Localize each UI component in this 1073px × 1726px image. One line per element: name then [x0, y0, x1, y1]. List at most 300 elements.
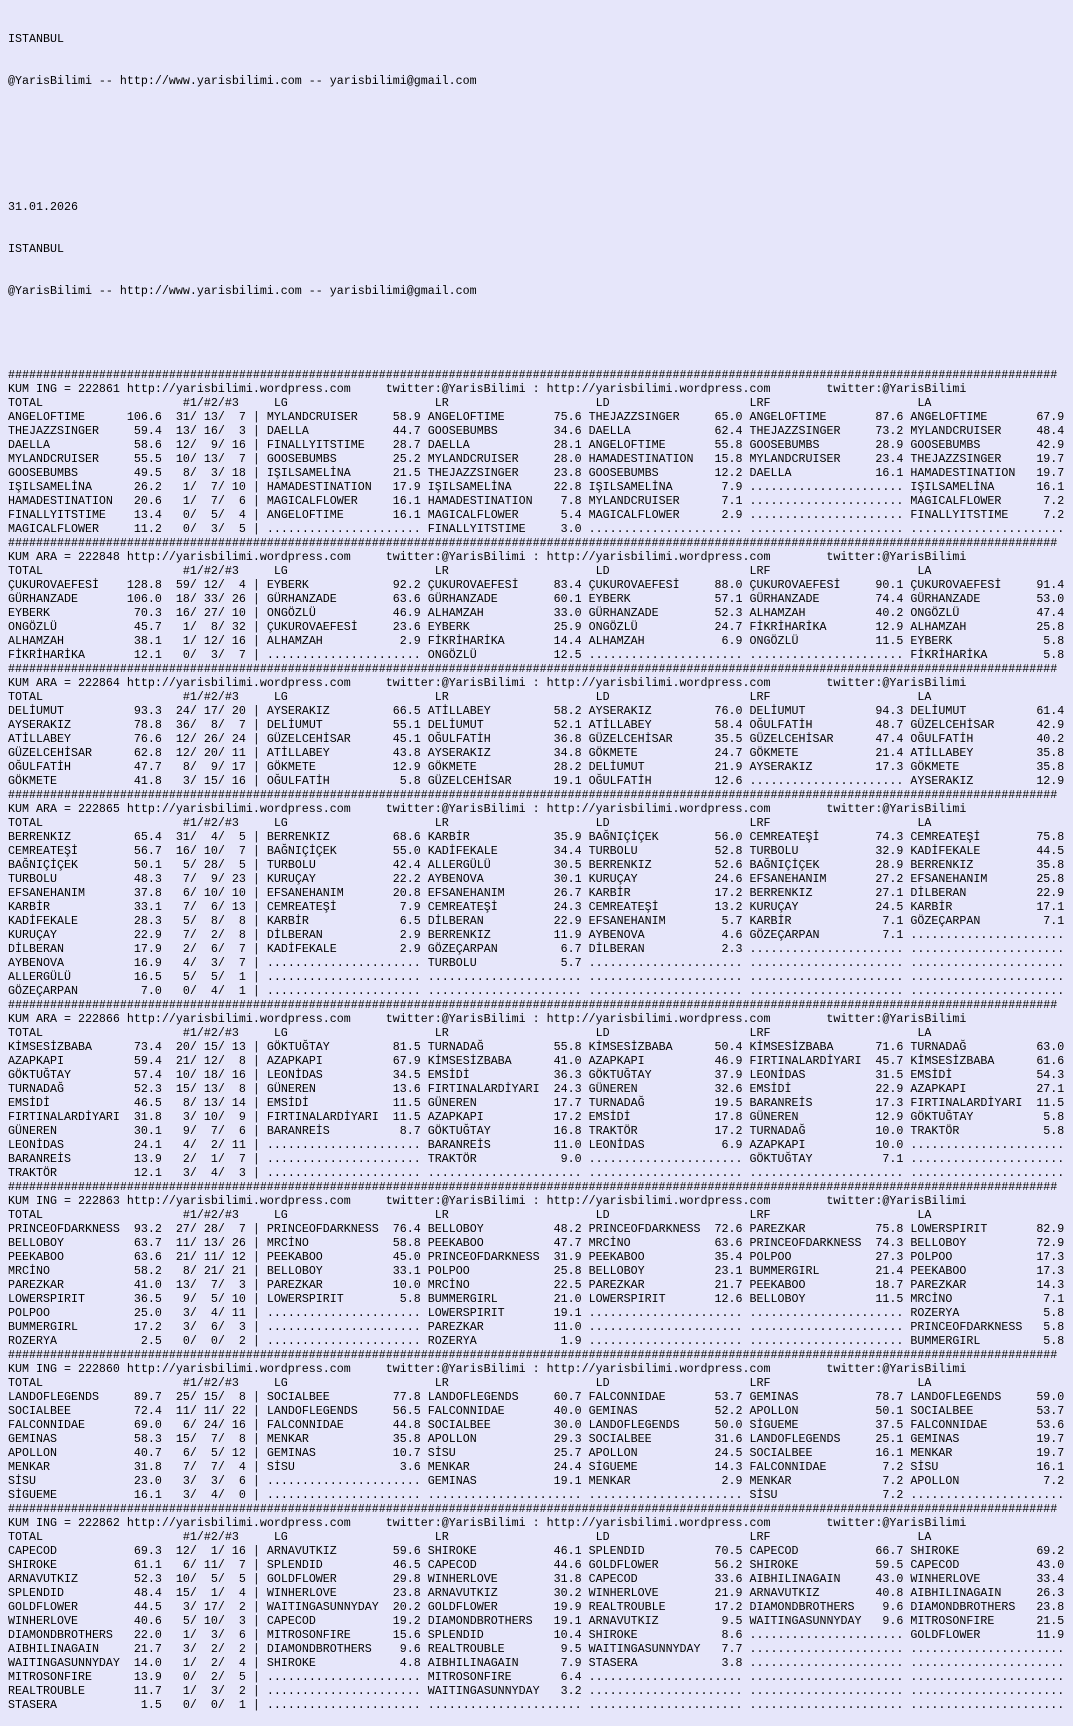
placing-counts: 3/ 2/ 2 [161, 1642, 246, 1656]
placing-counts: 3/ 3/ 6 [161, 1474, 246, 1488]
placing-counts: 11/ 13/ 26 [161, 1236, 246, 1250]
twitter-handle: twitter:@YarisBilimi [826, 550, 967, 564]
ld-cell: BERRENKIZ 52.6 [588, 858, 750, 872]
ld-cell: LANDOFLEGENDS 50.0 [588, 1418, 750, 1432]
table-row [8, 452, 1073, 466]
lr-cell: WAITINGASUNNYDAY 3.2 [427, 1684, 589, 1698]
lrf-cell: AZAPKAPI 10.0 [749, 1138, 911, 1152]
la-cell: ...................... [910, 522, 1065, 536]
la-cell: ATİLLABEY 35.8 [910, 746, 1065, 760]
lrf-cell: GÜNEREN 12.9 [749, 1110, 911, 1124]
race-code: KUM ING = 222862 [8, 1516, 127, 1530]
lrf-cell: ...................... [749, 1628, 911, 1642]
placing-counts: 3/ 4/ 11 [161, 1306, 246, 1320]
header-lr: LR [434, 690, 596, 704]
twitter-handle: twitter:@YarisBilimi : [385, 1362, 547, 1376]
header-lg: LG [273, 1026, 435, 1040]
table-row [8, 1320, 1073, 1334]
lr-cell: GOOSEBUMBS 34.6 [427, 424, 589, 438]
header-la: LA [917, 1026, 932, 1040]
column-divider: | [245, 606, 267, 620]
ld-cell: ...................... [588, 956, 750, 970]
placing-counts: 12/ 9/ 16 [161, 438, 246, 452]
header-lg: LG [273, 690, 435, 704]
lrf-cell: BARANREİS 17.3 [749, 1096, 911, 1110]
placing-counts: 0/ 2/ 5 [161, 1670, 246, 1684]
header-lg: LG [273, 396, 435, 410]
lr-cell: FIRTINALARDİYARI 24.3 [427, 1082, 589, 1096]
ld-cell: ATİLLABEY 58.4 [588, 718, 750, 732]
lrf-cell: POLPOO 27.3 [749, 1250, 911, 1264]
lr-cell: GEMINAS 19.1 [427, 1474, 589, 1488]
twitter-handle: twitter:@YarisBilimi : [385, 382, 547, 396]
header-lr: LR [434, 816, 596, 830]
total-cell: LEONİDAS 24.1 [8, 1138, 162, 1152]
lg-cell: BERRENKIZ 68.6 [266, 830, 428, 844]
lr-cell: MENKAR 24.4 [427, 1460, 589, 1474]
lrf-cell: GÖKMETE 21.4 [749, 746, 911, 760]
ld-cell: IŞILSAMELİNA 7.9 [588, 480, 750, 494]
column-divider: | [245, 1292, 267, 1306]
lrf-cell: TURNADAĞ 10.0 [749, 1124, 911, 1138]
lrf-cell: FALCONNIDAE 7.2 [749, 1460, 911, 1474]
lr-cell: TURBOLU 5.7 [427, 956, 589, 970]
header-counts: #1/#2/#3 [182, 1026, 274, 1040]
header-counts: #1/#2/#3 [182, 1530, 274, 1544]
total-cell: BAĞNIÇİÇEK 50.1 [8, 858, 162, 872]
total-cell: ALHAMZAH 38.1 [8, 634, 162, 648]
intro-city: ISTANBUL [8, 32, 64, 46]
lrf-cell: MENKAR 7.2 [749, 1474, 911, 1488]
placing-counts: 7/ 2/ 8 [161, 928, 246, 942]
header-ld: LD [595, 564, 750, 578]
column-divider: | [245, 508, 267, 522]
lr-cell: AYBENOVA 30.1 [427, 872, 589, 886]
placing-counts: 10/ 13/ 7 [161, 452, 246, 466]
lr-cell: THEJAZZSINGER 23.8 [427, 466, 589, 480]
column-divider: | [245, 774, 267, 788]
header-la: LA [917, 816, 932, 830]
la-cell: POLPOO 17.3 [910, 1250, 1065, 1264]
ld-cell: EYBERK 57.1 [588, 592, 750, 606]
ld-cell: MRCİNO 63.6 [588, 1236, 750, 1250]
total-cell: OĞULFATİH 47.7 [8, 760, 162, 774]
total-cell: FİKRİHARİKA 12.1 [8, 648, 162, 662]
lrf-cell: ...................... [749, 1166, 911, 1180]
la-cell: ...................... [910, 928, 1065, 942]
ld-cell: DELİUMUT 21.9 [588, 760, 750, 774]
column-divider: | [245, 886, 267, 900]
lrf-cell: AYSERAKIZ 17.3 [749, 760, 911, 774]
la-cell: GOOSEBUMBS 42.9 [910, 438, 1065, 452]
ld-cell: PRINCEOFDARKNESS 72.6 [588, 1222, 750, 1236]
lrf-cell: DAELLA 16.1 [749, 466, 911, 480]
table-row [8, 844, 1073, 858]
site-url: http://yarisbilimi.wordpress.com [126, 802, 386, 816]
table-row [8, 872, 1073, 886]
la-cell: TRAKTÖR 5.8 [910, 1124, 1065, 1138]
site-url: http://yarisbilimi.wordpress.com [126, 1516, 386, 1530]
column-divider: | [245, 522, 267, 536]
table-row [8, 900, 1073, 914]
ld-cell: ALHAMZAH 6.9 [588, 634, 750, 648]
lrf-cell: BELLOBOY 11.5 [749, 1292, 911, 1306]
la-cell: MAGICALFLOWER 7.2 [910, 494, 1065, 508]
header-lr: LR [434, 1376, 596, 1390]
placing-counts: 15/ 7/ 8 [161, 1432, 246, 1446]
header-lr: LR [434, 564, 596, 578]
placing-counts: 3/ 15/ 16 [161, 774, 246, 788]
ld-cell: REALTROUBLE 17.2 [588, 1600, 750, 1614]
lrf-cell: ONGÖZLÜ 11.5 [749, 634, 911, 648]
column-divider: | [245, 480, 267, 494]
lr-cell: BELLOBOY 48.2 [427, 1222, 589, 1236]
column-headers [8, 1026, 1073, 1040]
la-cell: DIAMONDBROTHERS 23.8 [910, 1600, 1065, 1614]
total-cell: MAGICALFLOWER 11.2 [8, 522, 162, 536]
lr-cell: FALCONNIDAE 40.0 [427, 1404, 589, 1418]
placing-counts: 13/ 16/ 3 [161, 424, 246, 438]
lr-cell: CAPECOD 44.6 [427, 1558, 589, 1572]
ld-cell: ...................... [588, 522, 750, 536]
la-cell: BERRENKIZ 35.8 [910, 858, 1065, 872]
ld-cell: GÖKTUĞTAY 37.9 [588, 1068, 750, 1082]
table-row [8, 606, 1073, 620]
header-ld: LD [595, 690, 750, 704]
race-code: KUM ING = 222863 [8, 1194, 127, 1208]
la-cell: SOCIALBEE 53.7 [910, 1404, 1065, 1418]
column-divider: | [245, 1040, 267, 1054]
ld-cell: ...................... [588, 1320, 750, 1334]
lg-cell: GÜNEREN 13.6 [266, 1082, 428, 1096]
site-url: http://yarisbilimi.wordpress.com [126, 676, 386, 690]
column-divider: | [245, 410, 267, 424]
placing-counts: 21/ 12/ 8 [161, 1054, 246, 1068]
header-lrf: LRF [749, 1376, 918, 1390]
placing-counts: 13/ 7/ 3 [161, 1278, 246, 1292]
lr-cell: GÜRHANZADE 60.1 [427, 592, 589, 606]
table-row [8, 592, 1073, 606]
table-row [8, 1558, 1073, 1572]
ld-cell: PEEKABOO 35.4 [588, 1250, 750, 1264]
la-cell: GOLDFLOWER 11.9 [910, 1628, 1065, 1642]
table-row [8, 1306, 1073, 1320]
table-row [8, 648, 1073, 662]
la-cell: AZAPKAPI 27.1 [910, 1082, 1065, 1096]
table-row [8, 914, 1073, 928]
lr-cell: GOLDFLOWER 19.9 [427, 1600, 589, 1614]
twitter-handle: twitter:@YarisBilimi : [385, 550, 547, 564]
placing-counts: 1/ 8/ 32 [161, 620, 246, 634]
ld-cell: APOLLON 24.5 [588, 1446, 750, 1460]
placing-counts: 5/ 28/ 5 [161, 858, 246, 872]
la-cell: THEJAZZSINGER 19.7 [910, 452, 1065, 466]
la-cell: ONGÖZLÜ 47.4 [910, 606, 1065, 620]
lr-cell: TURNADAĞ 55.8 [427, 1040, 589, 1054]
lg-cell: ...................... [266, 1320, 428, 1334]
placing-counts: 31/ 4/ 5 [161, 830, 246, 844]
lrf-cell: ...................... [749, 1670, 911, 1684]
lg-cell: ...................... [266, 1306, 428, 1320]
total-cell: POLPOO 25.0 [8, 1306, 162, 1320]
la-cell: ...................... [910, 1642, 1065, 1656]
lr-cell: KARBİR 35.9 [427, 830, 589, 844]
table-row [8, 886, 1073, 900]
la-cell: KİMSESİZBABA 61.6 [910, 1054, 1065, 1068]
table-row [8, 970, 1073, 984]
ld-cell: TURBOLU 52.8 [588, 844, 750, 858]
la-cell: GÖKTUĞTAY 5.8 [910, 1110, 1065, 1124]
ld-cell: ...................... [588, 1670, 750, 1684]
lrf-cell: ARNAVUTKIZ 40.8 [749, 1586, 911, 1600]
placing-counts: 31/ 13/ 7 [161, 410, 246, 424]
lrf-cell: ...................... [749, 1698, 911, 1712]
column-divider: | [245, 452, 267, 466]
table-row [8, 1124, 1073, 1138]
lr-cell: EMSİDİ 36.3 [427, 1068, 589, 1082]
separator-line: ###################################################################################################################################################### [8, 788, 1058, 802]
lr-cell: EYBERK 25.9 [427, 620, 589, 634]
total-cell: GOLDFLOWER 44.5 [8, 1600, 162, 1614]
lrf-cell: ...................... [749, 1684, 911, 1698]
ld-cell: ...................... [588, 1306, 750, 1320]
column-headers [8, 564, 1073, 578]
total-cell: KURUÇAY 22.9 [8, 928, 162, 942]
column-divider: | [245, 1068, 267, 1082]
table-row [8, 1278, 1073, 1292]
lg-cell: FIRTINALARDİYARI 11.5 [266, 1110, 428, 1124]
column-divider: | [245, 956, 267, 970]
table-row [8, 1152, 1073, 1166]
la-cell: BUMMERGIRL 5.8 [910, 1334, 1065, 1348]
header-lr: LR [434, 1026, 596, 1040]
ld-cell: ...................... [588, 648, 750, 662]
column-divider: | [245, 928, 267, 942]
placing-counts: 24/ 17/ 20 [161, 704, 246, 718]
twitter-handle: twitter:@YarisBilimi [826, 1362, 967, 1376]
lr-cell: KADİFEKALE 34.4 [427, 844, 589, 858]
column-headers [8, 690, 1073, 704]
header-lr: LR [434, 396, 596, 410]
column-divider: | [245, 438, 267, 452]
site-url: http://yarisbilimi.wordpress.com [126, 382, 386, 396]
table-row [8, 1614, 1073, 1628]
header-total: TOTAL [8, 564, 183, 578]
placing-counts: 6/ 11/ 7 [161, 1558, 246, 1572]
total-cell: ATİLLABEY 76.6 [8, 732, 162, 746]
ld-cell: KİMSESİZBABA 50.4 [588, 1040, 750, 1054]
header-lr: LR [434, 1208, 596, 1222]
site-url: http://yarisbilimi.wordpress.com [126, 1362, 386, 1376]
lr-cell: ...................... [427, 1166, 589, 1180]
lrf-cell: MYLANDCRUISER 23.4 [749, 452, 911, 466]
lr-cell: OĞULFATİH 36.8 [427, 732, 589, 746]
placing-counts: 9/ 7/ 6 [161, 1124, 246, 1138]
lr-cell: PRINCEOFDARKNESS 31.9 [427, 1250, 589, 1264]
ld-cell: AZAPKAPI 46.9 [588, 1054, 750, 1068]
table-row [8, 1642, 1073, 1656]
lg-cell: MYLANDCRUISER 58.9 [266, 410, 428, 424]
table-row [8, 1670, 1073, 1684]
lg-cell: AYSERAKIZ 66.5 [266, 704, 428, 718]
la-cell: KADİFEKALE 44.5 [910, 844, 1065, 858]
blank-line [8, 326, 1073, 340]
race-list [8, 368, 1073, 1712]
total-cell: DAELLA 58.6 [8, 438, 162, 452]
ld-cell: ...................... [588, 1152, 750, 1166]
ld-cell: GÜRHANZADE 52.3 [588, 606, 750, 620]
lg-cell: BELLOBOY 33.1 [266, 1264, 428, 1278]
ld-cell: BELLOBOY 23.1 [588, 1264, 750, 1278]
lg-cell: LOWERSPIRIT 5.8 [266, 1292, 428, 1306]
lr-cell: MAGICALFLOWER 5.4 [427, 508, 589, 522]
la-cell: EFSANEHANIM 25.8 [910, 872, 1065, 886]
total-cell: DİLBERAN 17.9 [8, 942, 162, 956]
lg-cell: LEONİDAS 34.5 [266, 1068, 428, 1082]
total-cell: CAPECOD 69.3 [8, 1544, 162, 1558]
la-cell: WINHERLOVE 33.4 [910, 1572, 1065, 1586]
race-block [8, 536, 1073, 662]
placing-counts: 16/ 10/ 7 [161, 844, 246, 858]
table-row [8, 1600, 1073, 1614]
la-cell: ...................... [910, 1684, 1065, 1698]
placing-counts: 2/ 1/ 7 [161, 1152, 246, 1166]
la-cell: GEMINAS 19.7 [910, 1432, 1065, 1446]
lr-cell: CEMREATEŞİ 24.3 [427, 900, 589, 914]
placing-counts: 11/ 11/ 22 [161, 1404, 246, 1418]
column-divider: | [245, 1446, 267, 1460]
total-cell: IŞILSAMELİNA 26.2 [8, 480, 162, 494]
la-cell: PRINCEOFDARKNESS 5.8 [910, 1320, 1065, 1334]
header-total: TOTAL [8, 816, 183, 830]
column-divider: | [245, 1138, 267, 1152]
total-cell: LANDOFLEGENDS 89.7 [8, 1390, 162, 1404]
column-divider: | [245, 942, 267, 956]
la-cell: ...................... [910, 1152, 1065, 1166]
column-divider: | [245, 1698, 267, 1712]
lr-cell: BUMMERGIRL 21.0 [427, 1292, 589, 1306]
table-row [8, 774, 1073, 788]
lrf-cell: SİGUEME 37.5 [749, 1418, 911, 1432]
lrf-cell: DELİUMUT 94.3 [749, 704, 911, 718]
lg-cell: ÇUKUROVAEFESİ 23.6 [266, 620, 428, 634]
header-lg: LG [273, 1208, 435, 1222]
total-cell: PEEKABOO 63.6 [8, 1250, 162, 1264]
la-cell: ...................... [910, 1670, 1065, 1684]
lrf-cell: WAITINGASUNNYDAY 9.6 [749, 1614, 911, 1628]
header-counts: #1/#2/#3 [182, 564, 274, 578]
lrf-cell: LEONİDAS 31.5 [749, 1068, 911, 1082]
lr-cell: ALLERGÜLÜ 30.5 [427, 858, 589, 872]
table-row [8, 424, 1073, 438]
header-counts: #1/#2/#3 [182, 1208, 274, 1222]
lg-cell: DELİUMUT 55.1 [266, 718, 428, 732]
table-row [8, 1460, 1073, 1474]
lr-cell: GÖZEÇARPAN 6.7 [427, 942, 589, 956]
lr-cell: LANDOFLEGENDS 60.7 [427, 1390, 589, 1404]
lrf-cell: SHIROKE 59.5 [749, 1558, 911, 1572]
intro-contact: @YarisBilimi -- http://www.yarisbilimi.com -- yarisbilimi@gmail.com [8, 74, 477, 88]
column-divider: | [245, 424, 267, 438]
lg-cell: GOOSEBUMBS 25.2 [266, 452, 428, 466]
la-cell: FIRTINALARDİYARI 11.5 [910, 1096, 1065, 1110]
table-row [8, 942, 1073, 956]
ld-cell: DAELLA 62.4 [588, 424, 750, 438]
lr-cell: ...................... [427, 1488, 589, 1502]
lg-cell: MITROSONFIRE 15.6 [266, 1628, 428, 1642]
race-block [8, 662, 1073, 788]
column-headers [8, 396, 1073, 410]
ld-cell: ...................... [588, 1488, 750, 1502]
lr-cell: KİMSESİZBABA 41.0 [427, 1054, 589, 1068]
twitter-handle: twitter:@YarisBilimi [826, 676, 967, 690]
lg-cell: SİSU 3.6 [266, 1460, 428, 1474]
placing-counts: 3/ 6/ 3 [161, 1320, 246, 1334]
site-url: http://yarisbilimi.wordpress.com [546, 1362, 827, 1376]
ld-cell: SOCIALBEE 31.6 [588, 1432, 750, 1446]
la-cell: GÖKMETE 35.8 [910, 760, 1065, 774]
ld-cell: ONGÖZLÜ 24.7 [588, 620, 750, 634]
ld-cell: EMSİDİ 17.8 [588, 1110, 750, 1124]
column-divider: | [245, 1586, 267, 1600]
header-ld: LD [595, 1530, 750, 1544]
total-cell: ALLERGÜLÜ 16.5 [8, 970, 162, 984]
lg-cell: ONGÖZLÜ 46.9 [266, 606, 428, 620]
la-cell: GÖZEÇARPAN 7.1 [910, 914, 1065, 928]
lrf-cell: ...................... [749, 1656, 911, 1670]
ld-cell: CEMREATEŞİ 13.2 [588, 900, 750, 914]
table-row [8, 732, 1073, 746]
placing-counts: 12/ 20/ 11 [161, 746, 246, 760]
lg-cell: WAITINGASUNNYDAY 20.2 [266, 1600, 428, 1614]
total-cell: KADİFEKALE 28.3 [8, 914, 162, 928]
total-cell: MRCİNO 58.2 [8, 1264, 162, 1278]
table-row [8, 830, 1073, 844]
header-ld: LD [595, 1026, 750, 1040]
total-cell: EMSİDİ 46.5 [8, 1096, 162, 1110]
ld-cell: ...................... [588, 970, 750, 984]
lr-cell: SHIROKE 46.1 [427, 1544, 589, 1558]
ld-cell: DİLBERAN 2.3 [588, 942, 750, 956]
table-row [8, 1110, 1073, 1124]
column-headers [8, 1208, 1073, 1222]
header-lg: LG [273, 1376, 435, 1390]
lr-cell: DAELLA 28.1 [427, 438, 589, 452]
header-lrf: LRF [749, 1026, 918, 1040]
total-cell: GÜZELCEHİSAR 62.8 [8, 746, 162, 760]
site-url: http://yarisbilimi.wordpress.com [126, 1194, 386, 1208]
lg-cell: ...................... [266, 1670, 428, 1684]
lr-cell: BARANREİS 11.0 [427, 1138, 589, 1152]
placing-counts: 10/ 18/ 16 [161, 1068, 246, 1082]
separator-line: ###################################################################################################################################################### [8, 662, 1058, 676]
lr-cell: MRCİNO 22.5 [427, 1278, 589, 1292]
la-cell: MENKAR 19.7 [910, 1446, 1065, 1460]
total-cell: MENKAR 31.8 [8, 1460, 162, 1474]
ld-cell: LEONİDAS 6.9 [588, 1138, 750, 1152]
total-cell: BERRENKIZ 65.4 [8, 830, 162, 844]
table-row [8, 746, 1073, 760]
table-row [8, 1404, 1073, 1418]
separator-line: ###################################################################################################################################################### [8, 368, 1058, 382]
la-cell: LANDOFLEGENDS 59.0 [910, 1390, 1065, 1404]
lr-cell: GÖKTUĞTAY 16.8 [427, 1124, 589, 1138]
la-cell: CAPECOD 43.0 [910, 1558, 1065, 1572]
lr-cell: DELİUMUT 52.1 [427, 718, 589, 732]
table-row [8, 1684, 1073, 1698]
la-cell: TURNADAĞ 63.0 [910, 1040, 1065, 1054]
report-city: ISTANBUL [8, 242, 64, 256]
